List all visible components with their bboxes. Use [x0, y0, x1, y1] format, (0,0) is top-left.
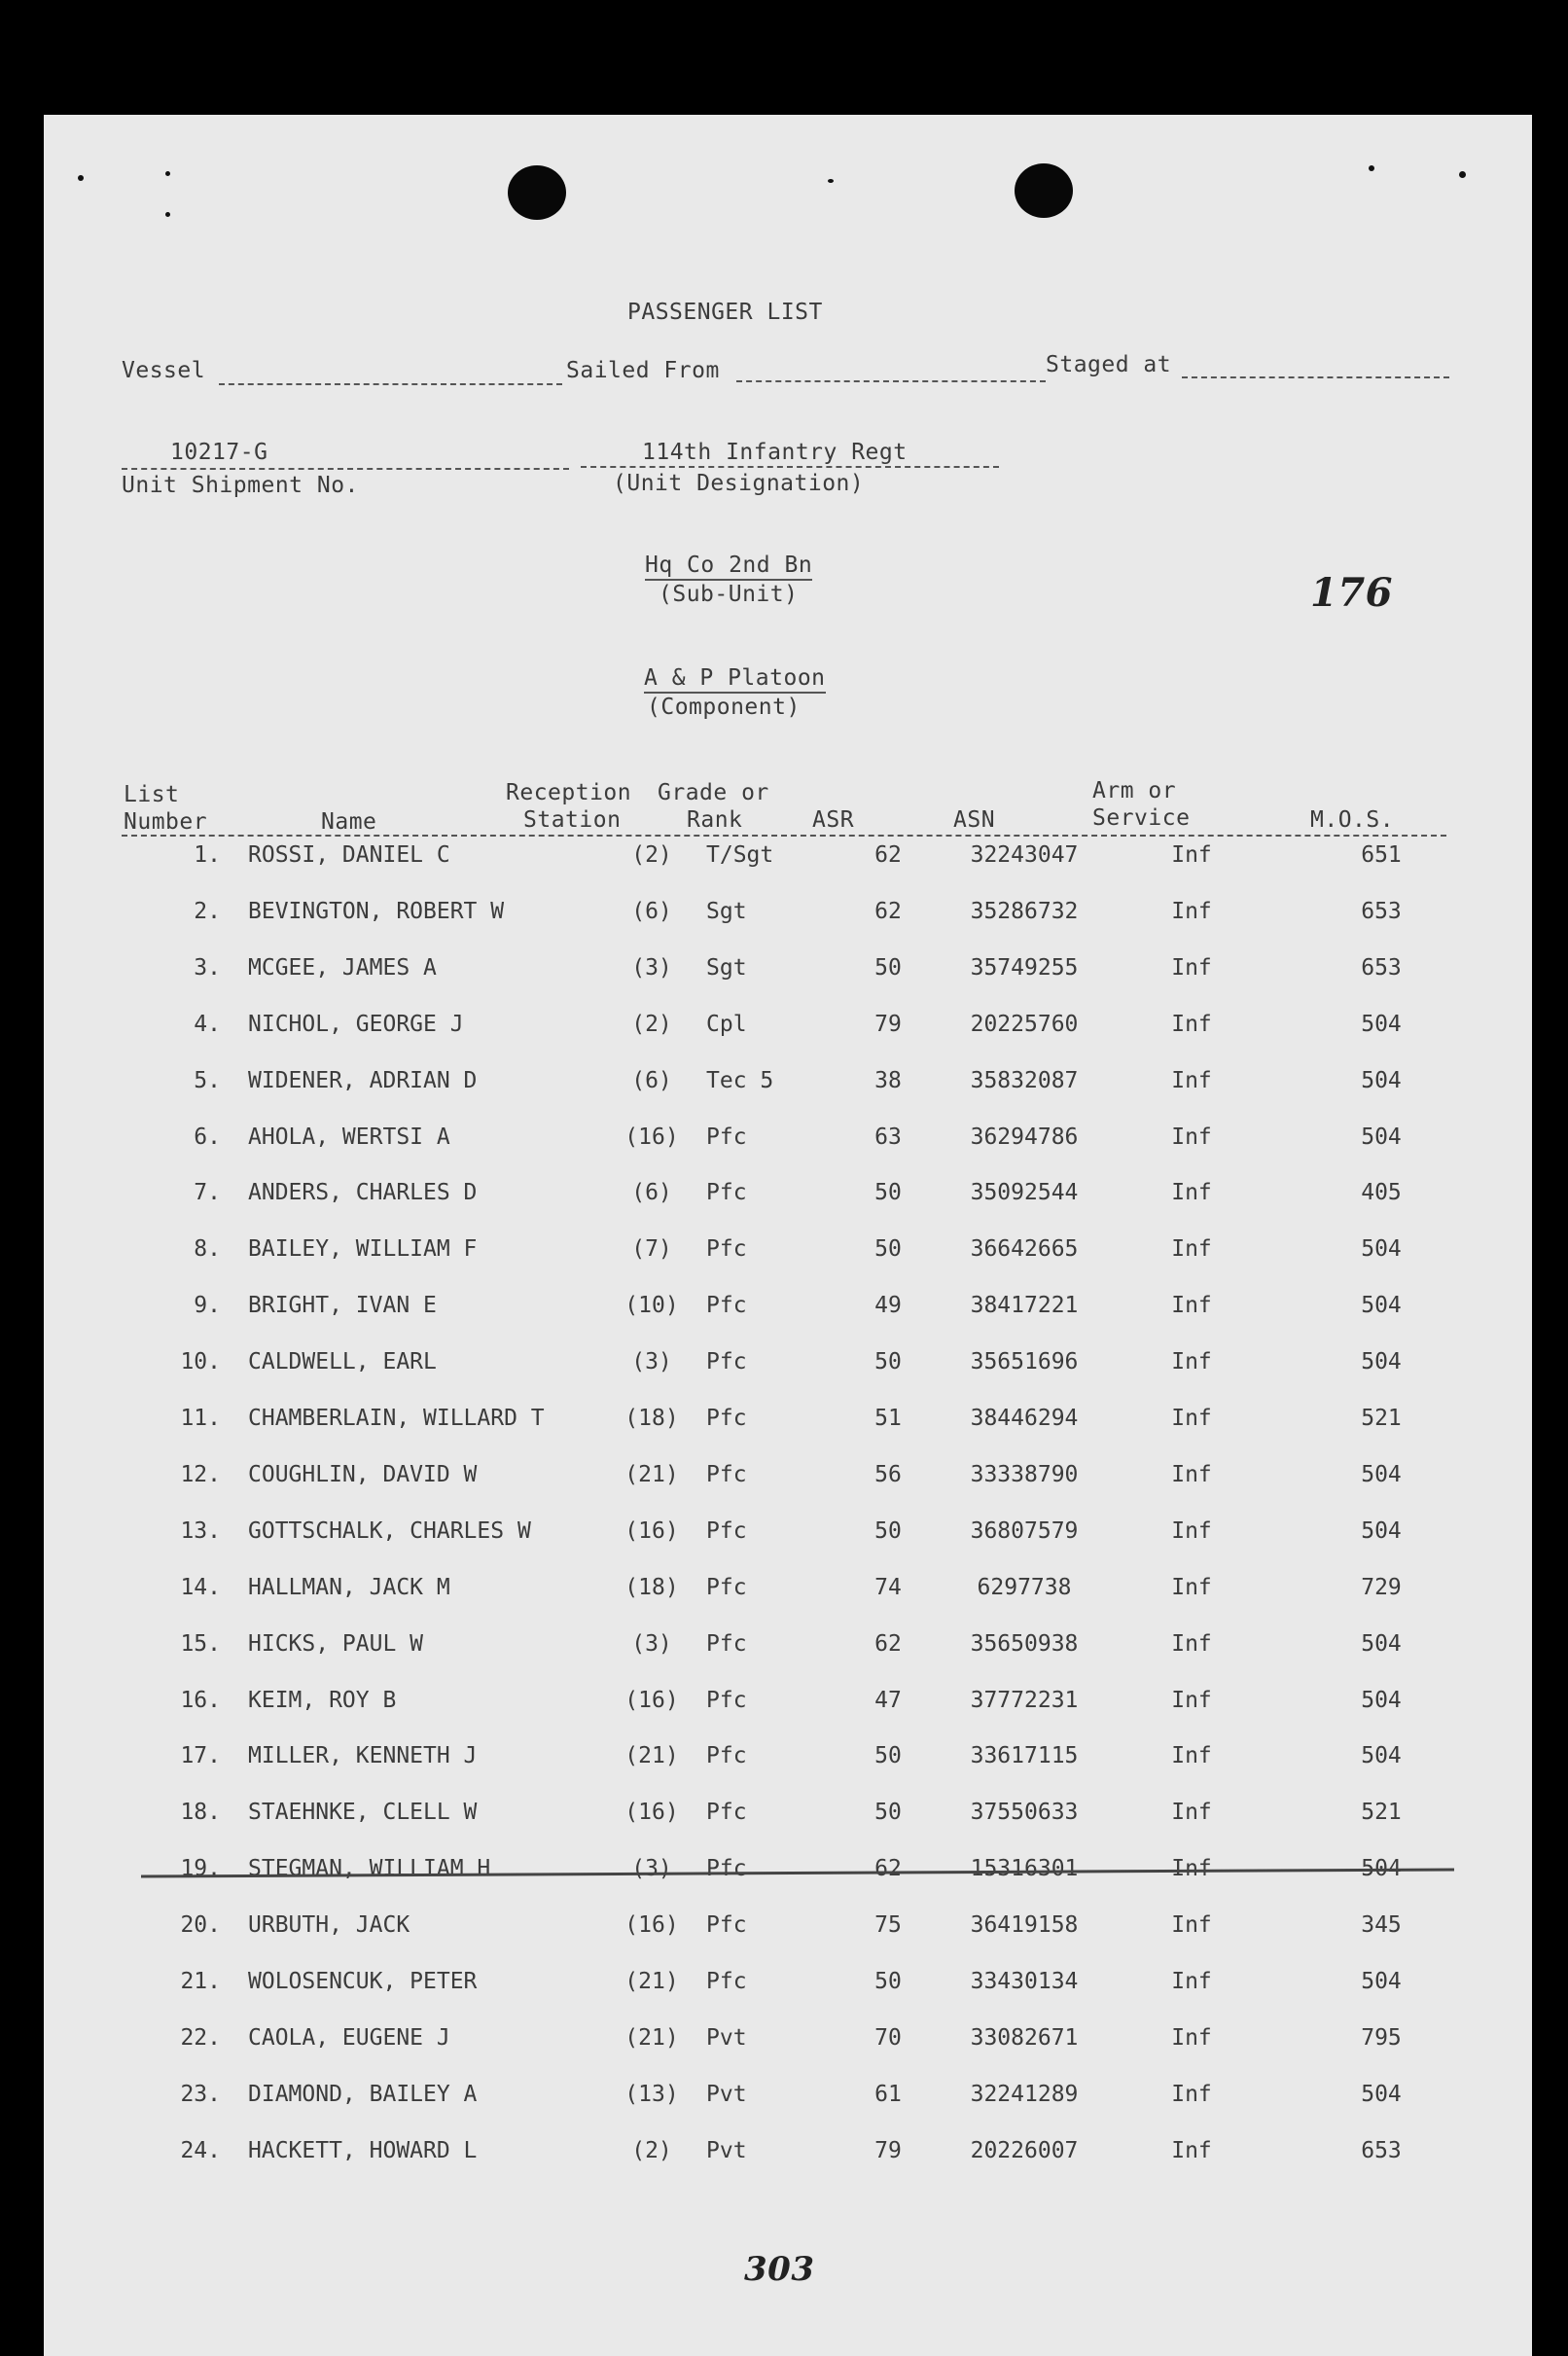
asn-value: 15316301: [970, 1856, 1079, 1882]
row-number: 2.: [194, 898, 221, 924]
asn-value: 38446294: [970, 1406, 1079, 1431]
asn-value: 33430134: [970, 1969, 1079, 1994]
arm-service: Inf: [1171, 1912, 1212, 1939]
grade-rank: T/Sgt: [706, 842, 774, 868]
row-number: 16.: [180, 1687, 221, 1713]
passenger-name: KEIM, ROY B: [248, 1687, 397, 1713]
table-row: [44, 842, 1532, 875]
passenger-name: ROSSI, DANIEL C: [248, 842, 450, 868]
staged-at-label: Staged at: [1046, 352, 1172, 377]
col-asr: ASR: [812, 807, 855, 833]
asn-value: 35092544: [970, 1180, 1079, 1206]
asr-value: 50: [874, 1969, 902, 1994]
mos-code: 504: [1361, 1517, 1402, 1544]
row-number: 21.: [180, 1969, 221, 1994]
table-row: [44, 1068, 1532, 1101]
row-number: 4.: [194, 1011, 221, 1037]
table-row: [44, 1293, 1532, 1326]
asr-value: 50: [874, 1236, 902, 1263]
sub-unit: Hq Co 2nd Bn: [645, 553, 812, 581]
grade-rank: Pfc: [706, 1236, 747, 1263]
sub-unit-label: (Sub-Unit): [659, 582, 799, 607]
grade-rank: Pvt: [706, 2137, 747, 2163]
reception-station: (2): [631, 2137, 672, 2163]
asr-value: 70: [874, 2024, 902, 2051]
asr-value: 50: [874, 954, 902, 981]
table-row: [44, 1518, 1532, 1552]
asr-value: 50: [874, 1743, 902, 1769]
table-row: [44, 2082, 1532, 2115]
reception-station: (3): [631, 1630, 672, 1657]
reception-station: (3): [631, 954, 672, 981]
arm-service: Inf: [1171, 842, 1212, 868]
mos-code: 653: [1361, 2137, 1402, 2163]
unit-designation: 114th Infantry Regt: [642, 440, 908, 465]
col-arm-line2: Service: [1092, 805, 1191, 831]
col-reception-line1: Reception: [506, 780, 632, 805]
arm-service: Inf: [1171, 1743, 1212, 1769]
row-number: 23.: [180, 2081, 221, 2107]
mos-code: 504: [1361, 1124, 1402, 1150]
reception-station: (18): [624, 1406, 679, 1431]
grade-rank: Tec 5: [706, 1067, 774, 1093]
header-rule: [122, 835, 1446, 837]
arm-service: Inf: [1171, 1293, 1212, 1319]
speck: [78, 175, 84, 181]
passenger-name: STEGMAN, WILLIAM H: [248, 1856, 491, 1882]
asn-value: 38417221: [970, 1293, 1079, 1319]
grade-rank: Pfc: [706, 1574, 747, 1600]
asn-value: 20225760: [970, 1011, 1079, 1037]
mos-code: 504: [1361, 1461, 1402, 1487]
arm-service: Inf: [1171, 2081, 1212, 2107]
asn-value: 35286732: [970, 898, 1079, 924]
grade-rank: Pfc: [706, 1630, 747, 1657]
reception-station: (16): [624, 1517, 679, 1544]
asn-value: 32241289: [970, 2081, 1079, 2107]
reception-station: (13): [624, 2081, 679, 2107]
reception-station: (6): [631, 1180, 672, 1206]
asr-value: 62: [874, 1630, 902, 1657]
reception-station: (16): [624, 1687, 679, 1713]
asn-value: 37772231: [970, 1687, 1079, 1713]
row-number: 24.: [180, 2137, 221, 2163]
asr-value: 75: [874, 1912, 902, 1939]
arm-service: Inf: [1171, 1124, 1212, 1150]
arm-service: Inf: [1171, 1067, 1212, 1093]
passenger-name: HALLMAN, JACK M: [248, 1574, 450, 1600]
asn-value: 35832087: [970, 1067, 1079, 1093]
speck: [165, 212, 170, 217]
speck: [165, 171, 170, 176]
passenger-name: BRIGHT, IVAN E: [248, 1293, 437, 1319]
passenger-name: COUGHLIN, DAVID W: [248, 1461, 478, 1487]
grade-rank: Pfc: [706, 1517, 747, 1544]
row-number: 5.: [194, 1067, 221, 1093]
page-stamp: 176: [1310, 570, 1393, 616]
asr-value: 62: [874, 898, 902, 924]
mos-code: 405: [1361, 1180, 1402, 1206]
table-row: [44, 899, 1532, 932]
asr-value: 61: [874, 2081, 902, 2107]
reception-station: (3): [631, 1856, 672, 1882]
asn-value: 33082671: [970, 2024, 1079, 2051]
col-grade-line2: Rank: [687, 807, 743, 833]
arm-service: Inf: [1171, 1856, 1212, 1882]
sailed-from-blank: [736, 380, 1046, 382]
passenger-name: CHAMBERLAIN, WILLARD T: [248, 1406, 545, 1431]
mos-code: 653: [1361, 898, 1402, 924]
asr-value: 62: [874, 1856, 902, 1882]
asr-value: 50: [874, 1349, 902, 1375]
row-number: 3.: [194, 954, 221, 981]
mos-code: 651: [1361, 842, 1402, 868]
document-title: PASSENGER LIST: [627, 300, 823, 325]
col-grade-line1: Grade or: [658, 780, 769, 805]
table-row: [44, 1912, 1532, 1945]
passenger-name: MILLER, KENNETH J: [248, 1743, 478, 1769]
asr-value: 63: [874, 1124, 902, 1150]
reception-station: (6): [631, 1067, 672, 1093]
grade-rank: Pfc: [706, 1743, 747, 1769]
mos-code: 504: [1361, 1236, 1402, 1263]
grade-rank: Pfc: [706, 1349, 747, 1375]
reception-station: (21): [624, 1743, 679, 1769]
sailed-from-label: Sailed From: [566, 358, 720, 383]
passenger-name: NICHOL, GEORGE J: [248, 1011, 464, 1037]
arm-service: Inf: [1171, 954, 1212, 981]
passenger-name: MCGEE, JAMES A: [248, 954, 437, 981]
arm-service: Inf: [1171, 1180, 1212, 1206]
table-row: [44, 955, 1532, 988]
mos-code: 504: [1361, 1011, 1402, 1037]
asr-value: 38: [874, 1067, 902, 1093]
row-number: 7.: [194, 1180, 221, 1206]
asr-value: 50: [874, 1180, 902, 1206]
row-number: 18.: [180, 1800, 221, 1826]
staged-at-blank: [1182, 376, 1449, 378]
reception-station: (21): [624, 2024, 679, 2051]
row-number: 14.: [180, 1574, 221, 1600]
arm-service: Inf: [1171, 1630, 1212, 1657]
row-number: 10.: [180, 1349, 221, 1375]
passenger-name: CALDWELL, EARL: [248, 1349, 437, 1375]
passenger-name: AHOLA, WERTSI A: [248, 1124, 450, 1150]
arm-service: Inf: [1171, 2024, 1212, 2051]
mos-code: 504: [1361, 2081, 1402, 2107]
mos-code: 521: [1361, 1406, 1402, 1431]
passenger-name: HICKS, PAUL W: [248, 1630, 424, 1657]
asn-value: 35749255: [970, 954, 1079, 981]
arm-service: Inf: [1171, 898, 1212, 924]
passenger-name: CAOLA, EUGENE J: [248, 2024, 450, 2051]
unit-shipment-label: Unit Shipment No.: [122, 473, 359, 498]
arm-service: Inf: [1171, 2137, 1212, 2163]
reception-station: (16): [624, 1124, 679, 1150]
table-row: [44, 1236, 1532, 1269]
mos-code: 345: [1361, 1912, 1402, 1939]
asr-value: 51: [874, 1406, 902, 1431]
mos-code: 653: [1361, 954, 1402, 981]
arm-service: Inf: [1171, 1969, 1212, 1994]
mos-code: 504: [1361, 1630, 1402, 1657]
passenger-name: WIDENER, ADRIAN D: [248, 1067, 478, 1093]
col-list-number-line1: List: [124, 782, 180, 807]
grade-rank: Pfc: [706, 1293, 747, 1319]
asn-value: 33617115: [970, 1743, 1079, 1769]
asn-value: 20226007: [970, 2137, 1079, 2163]
punch-hole-right: [1015, 163, 1073, 218]
col-mos: M.O.S.: [1310, 807, 1395, 833]
table-row: [44, 1349, 1532, 1382]
arm-service: Inf: [1171, 1461, 1212, 1487]
asn-value: 33338790: [970, 1461, 1079, 1487]
grade-rank: Pfc: [706, 1912, 747, 1939]
arm-service: Inf: [1171, 1236, 1212, 1263]
row-number: 8.: [194, 1236, 221, 1263]
asr-value: 47: [874, 1687, 902, 1713]
grade-rank: Pfc: [706, 1180, 747, 1206]
mos-code: 504: [1361, 1687, 1402, 1713]
asn-value: 35650938: [970, 1630, 1079, 1657]
vessel-blank: [219, 383, 562, 385]
arm-service: Inf: [1171, 1011, 1212, 1037]
asn-value: 36642665: [970, 1236, 1079, 1263]
punch-hole-left: [508, 165, 566, 220]
grade-rank: Pvt: [706, 2081, 747, 2107]
asr-value: 49: [874, 1293, 902, 1319]
mos-code: 795: [1361, 2024, 1402, 2051]
row-number: 6.: [194, 1124, 221, 1150]
component: A & P Platoon: [644, 665, 826, 694]
reception-station: (10): [624, 1293, 679, 1319]
table-row: [44, 1800, 1532, 1833]
table-row: [44, 1688, 1532, 1721]
grade-rank: Pfc: [706, 1969, 747, 1994]
asr-value: 79: [874, 2137, 902, 2163]
asn-value: 37550633: [970, 1800, 1079, 1826]
speck: [1459, 171, 1466, 178]
arm-service: Inf: [1171, 1517, 1212, 1544]
asn-value: 32243047: [970, 842, 1079, 868]
row-number: 19.: [180, 1856, 221, 1882]
asr-value: 79: [874, 1011, 902, 1037]
arm-service: Inf: [1171, 1800, 1212, 1826]
grade-rank: Sgt: [706, 954, 747, 981]
reception-station: (18): [624, 1574, 679, 1600]
asn-value: 36807579: [970, 1517, 1079, 1544]
reception-station: (16): [624, 1800, 679, 1826]
col-asn: ASN: [953, 807, 996, 833]
unit-shipment-number: 10217-G: [170, 440, 268, 465]
row-number: 11.: [180, 1406, 221, 1431]
reception-station: (16): [624, 1912, 679, 1939]
component-label: (Component): [647, 695, 801, 720]
asr-value: 56: [874, 1461, 902, 1487]
table-row: [44, 2138, 1532, 2171]
speck: [1369, 165, 1374, 171]
passenger-name: STAEHNKE, CLELL W: [248, 1800, 478, 1826]
unit-designation-label: (Unit Designation): [613, 471, 865, 496]
col-reception-line2: Station: [523, 807, 622, 833]
asr-value: 50: [874, 1517, 902, 1544]
arm-service: Inf: [1171, 1574, 1212, 1600]
row-number: 22.: [180, 2024, 221, 2051]
table-row: [44, 1856, 1532, 1889]
asr-value: 50: [874, 1800, 902, 1826]
speck: [828, 179, 834, 183]
passenger-name: DIAMOND, BAILEY A: [248, 2081, 478, 2107]
passenger-name: BAILEY, WILLIAM F: [248, 1236, 478, 1263]
asr-value: 62: [874, 842, 902, 868]
mos-code: 521: [1361, 1800, 1402, 1826]
table-row: [44, 1462, 1532, 1495]
passenger-name: ANDERS, CHARLES D: [248, 1180, 478, 1206]
document-page: [44, 115, 1532, 2356]
mos-code: 729: [1361, 1574, 1402, 1600]
grade-rank: Pfc: [706, 1124, 747, 1150]
asn-value: 36419158: [970, 1912, 1079, 1939]
reception-station: (7): [631, 1236, 672, 1263]
table-row: [44, 1012, 1532, 1045]
mos-code: 504: [1361, 1969, 1402, 1994]
arm-service: Inf: [1171, 1349, 1212, 1375]
mos-code: 504: [1361, 1067, 1402, 1093]
grade-rank: Cpl: [706, 1011, 747, 1037]
table-row: [44, 1575, 1532, 1608]
row-number: 1.: [194, 842, 221, 868]
passenger-name: URBUTH, JACK: [248, 1912, 410, 1939]
asn-value: 6297738: [977, 1574, 1072, 1600]
asn-value: 36294786: [970, 1124, 1079, 1150]
table-row: [44, 1743, 1532, 1776]
grade-rank: Pfc: [706, 1856, 747, 1882]
table-row: [44, 1631, 1532, 1664]
row-number: 12.: [180, 1461, 221, 1487]
grade-rank: Pfc: [706, 1800, 747, 1826]
row-number: 20.: [180, 1912, 221, 1939]
unit-designation-blank: [581, 466, 999, 468]
mos-code: 504: [1361, 1743, 1402, 1769]
row-number: 15.: [180, 1630, 221, 1657]
arm-service: Inf: [1171, 1687, 1212, 1713]
grade-rank: Pfc: [706, 1687, 747, 1713]
table-row: [44, 2025, 1532, 2058]
row-number: 17.: [180, 1743, 221, 1769]
mos-code: 504: [1361, 1293, 1402, 1319]
row-number: 13.: [180, 1517, 221, 1544]
grade-rank: Pfc: [706, 1461, 747, 1487]
col-list-number-line2: Number: [124, 809, 208, 835]
reception-station: (2): [631, 842, 672, 868]
passenger-name: GOTTSCHALK, CHARLES W: [248, 1517, 531, 1544]
asn-value: 35651696: [970, 1349, 1079, 1375]
reception-station: (6): [631, 898, 672, 924]
unit-shipment-blank: [122, 468, 569, 470]
row-number: 9.: [194, 1293, 221, 1319]
handwritten-page-number: 303: [744, 2250, 815, 2289]
mos-code: 504: [1361, 1856, 1402, 1882]
passenger-name: HACKETT, HOWARD L: [248, 2137, 478, 2163]
grade-rank: Pvt: [706, 2024, 747, 2051]
grade-rank: Pfc: [706, 1406, 747, 1431]
table-row: [44, 1406, 1532, 1439]
col-name: Name: [321, 809, 377, 835]
col-arm-line1: Arm or: [1092, 778, 1177, 803]
reception-station: (21): [624, 1461, 679, 1487]
table-row: [44, 1969, 1532, 2002]
table-row: [44, 1124, 1532, 1158]
reception-station: (21): [624, 1969, 679, 1994]
asr-value: 74: [874, 1574, 902, 1600]
passenger-name: BEVINGTON, ROBERT W: [248, 898, 505, 924]
table-row: [44, 1180, 1532, 1213]
grade-rank: Sgt: [706, 898, 747, 924]
reception-station: (2): [631, 1011, 672, 1037]
reception-station: (3): [631, 1349, 672, 1375]
mos-code: 504: [1361, 1349, 1402, 1375]
arm-service: Inf: [1171, 1406, 1212, 1431]
passenger-name: WOLOSENCUK, PETER: [248, 1969, 478, 1994]
vessel-label: Vessel: [122, 358, 206, 383]
